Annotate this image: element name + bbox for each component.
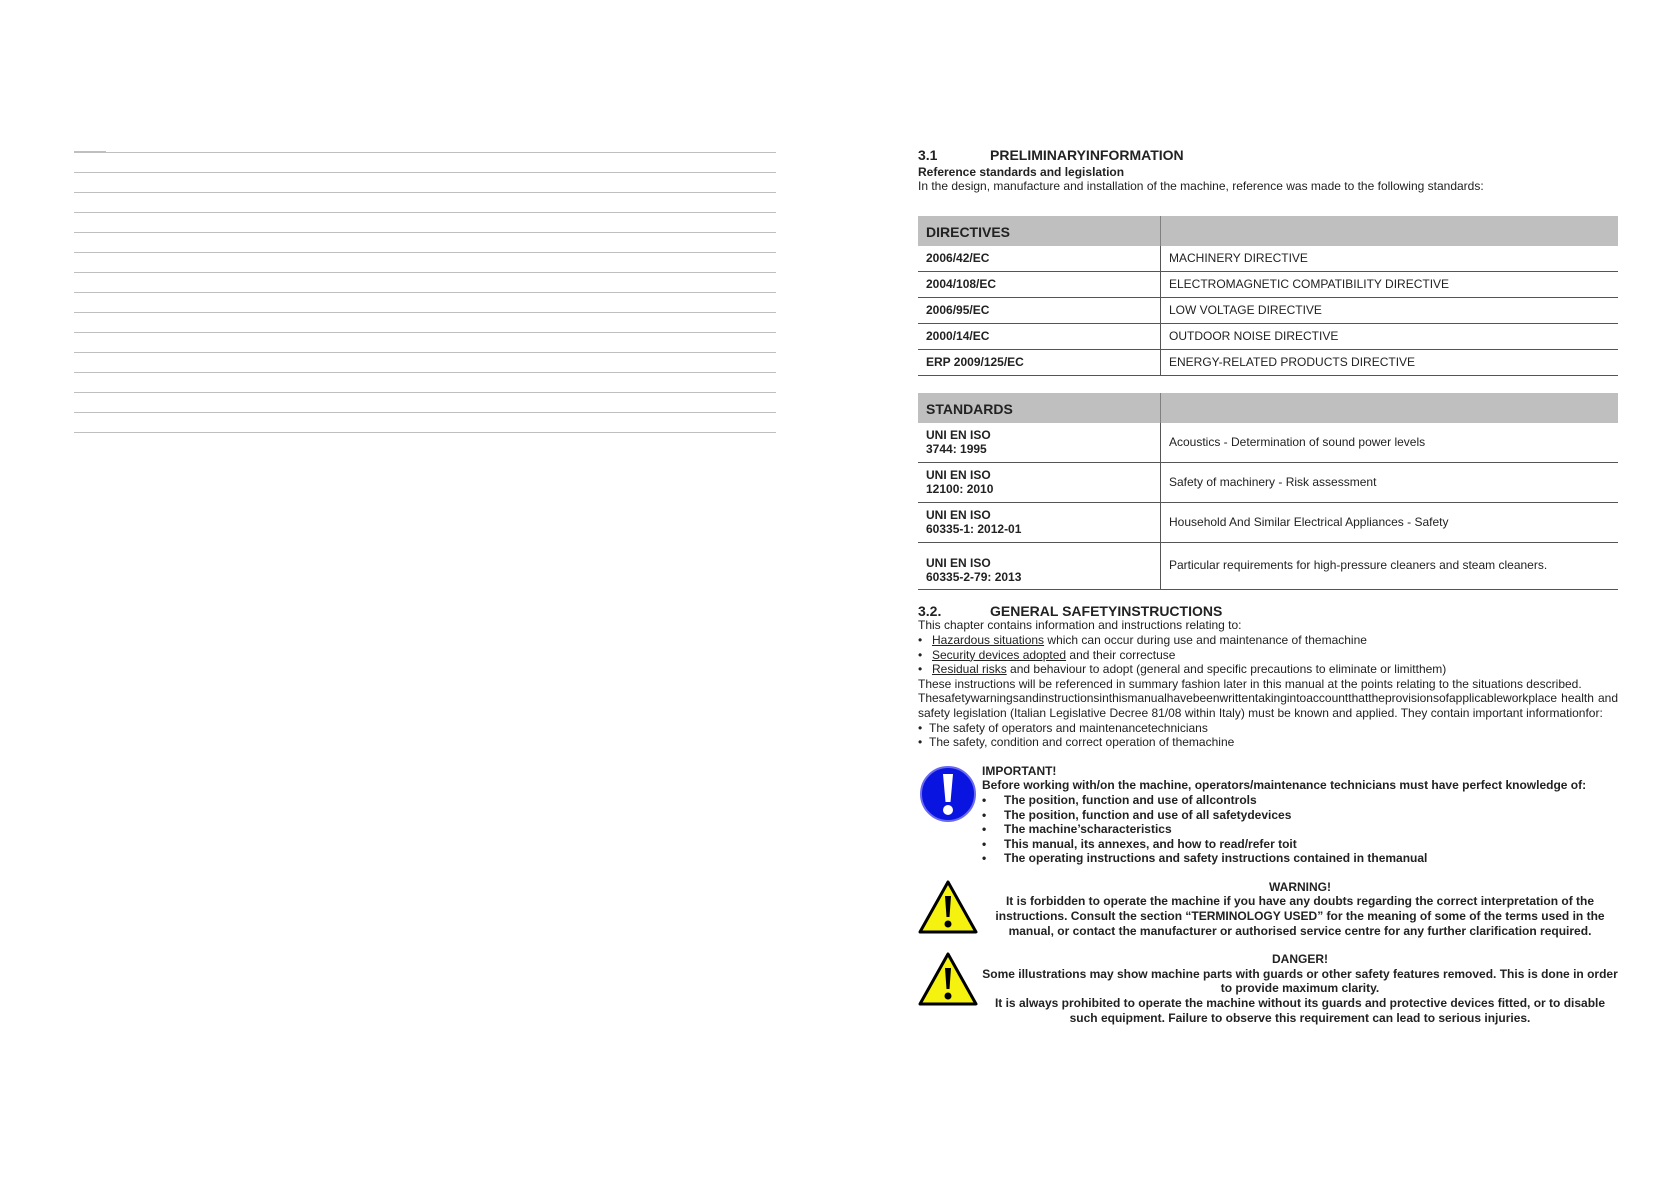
ruled-short-line — [74, 151, 106, 152]
list-item: • The operating instructions and safety instructions contained in themanual — [982, 851, 1618, 866]
directives-header-blank — [1161, 216, 1619, 246]
standard-desc: Safety of machinery - Risk assessment — [1161, 462, 1619, 502]
list-item: • The safety, condition and correct operation of themachine — [918, 735, 1618, 750]
ruled-line — [74, 392, 776, 393]
ruled-line — [74, 252, 776, 253]
list-item: • The position, function and use of allcontrols — [982, 793, 1618, 808]
list-item-underlined: Security devices adopted — [932, 647, 1067, 662]
standard-code-line2: 60335-2-79: 2013 — [926, 570, 1022, 585]
table-row — [918, 349, 1618, 375]
standard-code-line2: 12100: 2010 — [926, 482, 994, 497]
list-item: • This manual, its annexes, and how to read/refer toit — [982, 837, 1618, 852]
standard-desc: Particular requirements for high-pressure cleaners and steam cleaners. — [1161, 542, 1619, 589]
standard-desc: Household And Similar Electrical Appliances - Safety — [1161, 502, 1619, 542]
warning-triangle-icon — [918, 952, 982, 1010]
section-number: 3.2. — [918, 602, 942, 619]
standard-code-line2: 3744: 1995 — [926, 442, 987, 457]
section-title: PRELIMINARYINFORMATION — [990, 147, 1184, 163]
standard-code — [918, 462, 1161, 502]
directive-code: 2006/95/EC — [918, 297, 1161, 323]
directive-code: 2000/14/EC — [918, 323, 1161, 349]
directive-code: 2006/42/EC — [918, 246, 1161, 272]
knowledge-list — [982, 793, 1618, 866]
standard-code — [918, 502, 1161, 542]
list-item: • The machine’scharacteristics — [982, 822, 1618, 837]
directive-code: 2004/108/EC — [918, 271, 1161, 297]
list-item-underlined: Hazardous situations — [932, 632, 1045, 647]
standard-code — [918, 542, 1161, 589]
table-row — [918, 542, 1618, 589]
ruled-line — [74, 212, 776, 213]
ruled-line — [74, 272, 776, 273]
directive-desc: OUTDOOR NOISE DIRECTIVE — [1161, 323, 1619, 349]
ruled-line — [74, 292, 776, 293]
danger-notice — [918, 952, 1618, 1025]
important-notice — [918, 764, 1618, 866]
standard-code-line1: UNI EN ISO — [926, 427, 991, 442]
standard-desc: Acoustics - Determination of sound power levels — [1161, 423, 1619, 463]
standards-table — [918, 393, 1618, 590]
notice-title: DANGER! — [1272, 952, 1328, 967]
ruled-line — [74, 372, 776, 373]
list-item-underlined: Residual risks — [932, 662, 1007, 677]
directives-header: DIRECTIVES — [918, 216, 1161, 246]
standard-code — [918, 423, 1161, 463]
directives-table — [918, 216, 1618, 376]
subsection-title: Reference standards and legislation — [918, 164, 1125, 179]
document-column — [918, 148, 1618, 1025]
list-item — [918, 633, 1618, 648]
directive-desc: MACHINERY DIRECTIVE — [1161, 246, 1619, 272]
standards-header: STANDARDS — [918, 393, 1161, 423]
ruled-line — [74, 432, 776, 433]
table-row — [918, 462, 1618, 502]
table-row — [918, 246, 1618, 272]
exclamation-circle-icon — [918, 764, 982, 828]
warning-notice — [918, 880, 1618, 938]
section-title: GENERAL SAFETYINSTRUCTIONS — [990, 602, 1223, 619]
list-item-text: and behaviour to adopt (general and specific precautions to eliminate or limitthem) — [1006, 662, 1447, 677]
ruled-line — [74, 332, 776, 333]
section-number: 3.1 — [918, 147, 938, 163]
section-intro: In the design, manufacture and installation of the machine, reference was made to the following standards: — [918, 179, 1484, 194]
ruled-line — [74, 412, 776, 413]
warning-triangle-icon — [918, 880, 982, 938]
list-item: • The position, function and use of all safetydevices — [982, 808, 1618, 823]
directive-desc: ELECTROMAGNETIC COMPATIBILITY DIRECTIVE — [1161, 271, 1619, 297]
standard-code-line1: UNI EN ISO — [926, 555, 991, 570]
notice-text: It is always prohibited to operate the machine without its guards and protective devices fitted, or to disable such equipment. Failure to observe this requirement can lead to serious injuries. — [994, 996, 1606, 1025]
list-item — [918, 648, 1618, 663]
table-row — [918, 297, 1618, 323]
table-row — [918, 423, 1618, 463]
list-item-text: and their correctuse — [1066, 647, 1176, 662]
ruled-line — [74, 192, 776, 193]
list-item: • The safety of operators and maintenancetechnicians — [918, 721, 1618, 736]
section-heading-3-1 — [918, 148, 1618, 163]
directive-code: ERP 2009/125/EC — [918, 349, 1161, 375]
paragraph: Thesafetywarningsandinstructionsinthismanualhavebeenwrittentakingintoaccountthattheprovisionsofapplicableworkplace health and safety legislation (Italian Legislative Decree 81/08 within Italy) must be known and applied. They contain important informationfor: — [918, 691, 1618, 720]
section-intro: This chapter contains information and instructions relating to: — [918, 618, 1242, 633]
standard-code-line2: 60335-1: 2012-01 — [926, 522, 1022, 537]
danger-body — [982, 952, 1618, 1025]
topics-list — [918, 633, 1618, 677]
ruled-line — [74, 152, 776, 153]
standard-code-line1: UNI EN ISO — [926, 507, 991, 522]
ruled-line — [74, 172, 776, 173]
ruled-notes-page — [74, 152, 776, 452]
section-heading-3-2 — [918, 604, 1618, 619]
ruled-line — [74, 312, 776, 313]
important-body — [982, 764, 1618, 866]
warning-body — [982, 880, 1618, 938]
standard-code-line1: UNI EN ISO — [926, 467, 991, 482]
table-row — [918, 323, 1618, 349]
notice-title: WARNING! — [1269, 879, 1331, 894]
directive-desc: LOW VOLTAGE DIRECTIVE — [1161, 297, 1619, 323]
directive-desc: ENERGY-RELATED PRODUCTS DIRECTIVE — [1161, 349, 1619, 375]
standards-header-blank — [1161, 393, 1619, 423]
paragraph: These instructions will be referenced in summary fashion later in this manual at the points relating to the situations described. — [918, 676, 1582, 691]
list-item-text: which can occur during use and maintenance of themachine — [1044, 632, 1367, 647]
notice-lead: Before working with/on the machine, operators/maintenance technicians must have perfect knowledge of: — [982, 778, 1587, 793]
notice-title: IMPORTANT! — [982, 763, 1057, 778]
notice-text: It is forbidden to operate the machine if you have any doubts regarding the correct interpretation of the instructions. Consult the section “TERMINOLOGY USED” for the meaning of some of the terms used in the manual, or contact the manufacturer or authorised service centre for any further clarification required. — [995, 894, 1605, 938]
ruled-line — [74, 352, 776, 353]
section-3-2 — [918, 604, 1618, 750]
list-item — [918, 662, 1618, 677]
table-row — [918, 271, 1618, 297]
table-row — [918, 502, 1618, 542]
notice-text: Some illustrations may show machine parts with guards or other safety features removed. This is done in order to provide maximum clarity. — [982, 966, 1618, 996]
ruled-line — [74, 232, 776, 233]
info-list — [918, 721, 1618, 750]
